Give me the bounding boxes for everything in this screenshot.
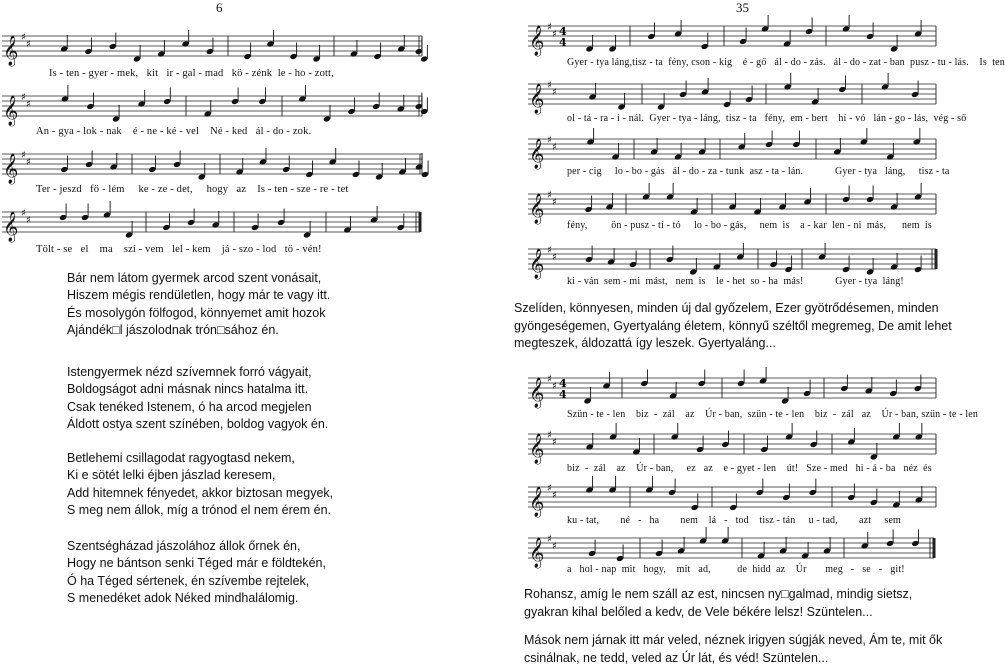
staff-graphic: [526, 532, 956, 568]
music-staff: [526, 188, 956, 224]
music-staff: [526, 532, 956, 568]
song2-verse-text-1: Rohansz, amíg le nem száll az est, nincsen ny□galmad, mindig sietsz, gyakran kihal belőled a kedv, de Vele békére lelsz! Szüntelen...: [524, 587, 913, 619]
sharp-icon: ♯: [21, 92, 26, 103]
verse-line: Bár nem látom gyermek arcod szent vonásait,: [67, 271, 322, 285]
lyric-line: fény, ön - pusz - tí - tó lo - bo - gás, nem is a - kar len - ni más, nem is: [567, 220, 932, 231]
treble-clef-icon: 𝄞: [529, 26, 545, 56]
staff-graphic: [526, 133, 956, 169]
staff-graphic: [526, 428, 956, 464]
treble-clef-icon: 𝄞: [3, 212, 19, 242]
sharp-icon: ♯: [552, 437, 557, 448]
song1-verse-text: Szelíden, könnyesen, minden új dal győzelem, Ezer gyötrődésemen, minden gyöngeségemen, Gyertyaláng életem, könnyű széltől megremeg, De amit lehet megteszek, áldozattá így leszek. Gyertyaláng...: [514, 301, 952, 350]
lyric-line: An - gya - lok - nak é - ne - ké - vel Né - ked ál - do - zok.: [36, 126, 312, 137]
staff-graphic: [0, 90, 470, 126]
staff-graphic: [526, 78, 956, 114]
lyric-line: Szün - te - len biz - zál az Úr - ban, szün - te - len biz - zál az Úr - ban, szün - te - len: [567, 409, 978, 420]
sharp-icon: ♯: [26, 39, 31, 50]
sharp-icon: ♯: [552, 252, 557, 263]
music-staff: [526, 243, 956, 279]
treble-clef-icon: 𝄞: [529, 249, 545, 279]
verse-line: Hiszem mégis rendületlen, hogy már te vagy itt.: [67, 288, 331, 303]
lyric-line: ol - tá - ra - i - nál. Gyer - tya - láng, tisz - ta fény, em - bert hí - vó lán - go - lás, vég - ső: [567, 113, 967, 124]
music-staff: [526, 78, 956, 114]
left-page: [0, 0, 480, 669]
music-staff: [526, 20, 956, 56]
verse-line: És mosolygón fölfogod, könnyemet amit hozok: [67, 305, 326, 320]
sharp-icon: ♯: [552, 490, 557, 501]
treble-clef-icon: 𝄞: [529, 434, 545, 464]
sharp-icon: ♯: [552, 87, 557, 98]
time-signature: 4: [559, 36, 567, 49]
treble-clef-icon: 𝄞: [3, 36, 19, 66]
verse-stanza: [67, 364, 328, 434]
verse-line: Add hitemnek fényedet, akkor biztosan megyek,: [67, 485, 334, 500]
verse-line: S menedéket adok Néked mindhalálomig.: [67, 591, 299, 606]
sharp-icon: ♯: [547, 22, 552, 33]
lyric-line: per - cig lo - bo - gás ál - do - za - tunk asz - ta - lán. Gyer - tya láng, tisz - ta: [567, 166, 950, 177]
sharp-icon: ♯: [26, 215, 31, 226]
lyric-line: ki - ván sem - mi mást, nem is le - het so - ha más! Gyer - tya láng!: [567, 276, 904, 287]
sharp-icon: ♯: [547, 80, 552, 91]
verse-line: Ó ha Téged sértenek, én szívembe rejtelek,: [67, 573, 310, 588]
right-page: [480, 0, 1005, 669]
time-signature: 4: [559, 377, 567, 390]
staff-graphic: [0, 206, 470, 242]
verse-stanza: [67, 450, 333, 520]
lyric-line: Gyer - tya láng,tisz - ta fény, cson - kig é - gő ál - do - zás. ál - do - zat - ban pusz - tu - lás. Is ten: [567, 57, 1005, 68]
staff-graphic: [526, 243, 956, 279]
time-signature: 4: [559, 388, 567, 401]
verse-stanza: [67, 538, 326, 608]
music-staff: [526, 428, 956, 464]
page-number-left: 6: [216, 0, 223, 15]
lyric-line: Tölt - se el ma szí - vem lel - kem já - szo - lod tö - vén!: [36, 244, 322, 255]
sharp-icon: ♯: [552, 142, 557, 153]
lyric-line: Ter - jeszd fö - lém ke - ze - det, hogy az Is - ten - sze - re - tet: [36, 184, 349, 195]
sharp-icon: ♯: [547, 135, 552, 146]
verse-line: Ki e sötét lelki éjben jászlad keresem,: [67, 468, 276, 483]
verse-line: Áldott ostya szent színében, boldog vagyok én.: [67, 417, 329, 432]
sharp-icon: ♯: [552, 197, 557, 208]
time-signature: 4: [559, 25, 567, 38]
sharp-icon: ♯: [21, 150, 26, 161]
treble-clef-icon: 𝄞: [3, 96, 19, 126]
treble-clef-icon: 𝄞: [529, 194, 545, 224]
verse-line: Ajándék□l jászolodnak trón□sához én.: [67, 323, 279, 338]
sharp-icon: ♯: [547, 374, 552, 385]
sharp-icon: ♯: [547, 534, 552, 545]
verse-line: S meg nem állok, míg a trónod el nem érem én.: [67, 503, 332, 518]
page-number-right: 35: [736, 0, 749, 15]
song2-verse-text-2: Mások nem járnak itt már veled, néznek irigyen súgják neved, Ám te, mit ők csinálnak, ne tedd, veled az Úr lát, és véd! Szüntelen...: [524, 633, 943, 665]
music-staff: [526, 481, 956, 517]
sharp-icon: ♯: [552, 29, 557, 40]
verse-line: Betlehemi csillagodat ragyogtasd nekem,: [67, 451, 295, 465]
staff-graphic: [0, 148, 470, 184]
music-staff: [0, 90, 470, 126]
treble-clef-icon: 𝄞: [529, 487, 545, 517]
music-staff: [0, 148, 470, 184]
sharp-icon: ♯: [21, 208, 26, 219]
staff-graphic: [526, 481, 956, 517]
treble-clef-icon: 𝄞: [529, 84, 545, 114]
treble-clef-icon: 𝄞: [529, 538, 545, 568]
treble-clef-icon: 𝄞: [529, 139, 545, 169]
verse-line: Istengyermek nézd szívemnek forró vágyait,: [67, 365, 312, 379]
sharp-icon: ♯: [552, 381, 557, 392]
sharp-icon: ♯: [547, 430, 552, 441]
treble-clef-icon: 𝄞: [3, 154, 19, 184]
sharp-icon: ♯: [26, 99, 31, 110]
music-staff: [526, 372, 956, 408]
verse-line: Csak tenéked Istenem, ó ha arcod megjelen: [67, 399, 312, 414]
lyric-line: biz - zál az Úr - ban, ez az e - gyet - len út! Sze - med hi - á - ba néz és: [567, 463, 932, 474]
staff-graphic: [526, 188, 956, 224]
sharp-icon: ♯: [547, 483, 552, 494]
lyric-line: a hol - nap mit hogy, mit ad, de hidd az Úr meg - se - git!: [567, 564, 905, 575]
music-staff: [526, 133, 956, 169]
verse-line: Hogy ne bántson senki Téged már e földtekén,: [67, 556, 326, 571]
sharp-icon: ♯: [21, 32, 26, 43]
music-staff: [0, 30, 470, 66]
staff-graphic: [0, 30, 470, 66]
music-staff: [0, 206, 470, 242]
verse-line: Boldogságot adni másnak nincs hatalma itt.: [67, 382, 309, 397]
lyric-line: ku - tat, né - ha nem lá - tod tisz - tán u - tad, azt sem: [567, 515, 901, 526]
sharp-icon: ♯: [547, 245, 552, 256]
sharp-icon: ♯: [547, 190, 552, 201]
verse-stanza: [67, 270, 330, 340]
sharp-icon: ♯: [552, 541, 557, 552]
staff-graphic: [526, 372, 956, 408]
staff-graphic: [526, 20, 956, 56]
lyric-line: Is - ten - gyer - mek, kit ir - gal - mad kö - zénk le - ho - zott,: [49, 68, 334, 79]
sharp-icon: ♯: [26, 157, 31, 168]
verse-line: Szentségházad jászolához állok őrnek én,: [67, 539, 301, 553]
treble-clef-icon: 𝄞: [529, 378, 545, 408]
